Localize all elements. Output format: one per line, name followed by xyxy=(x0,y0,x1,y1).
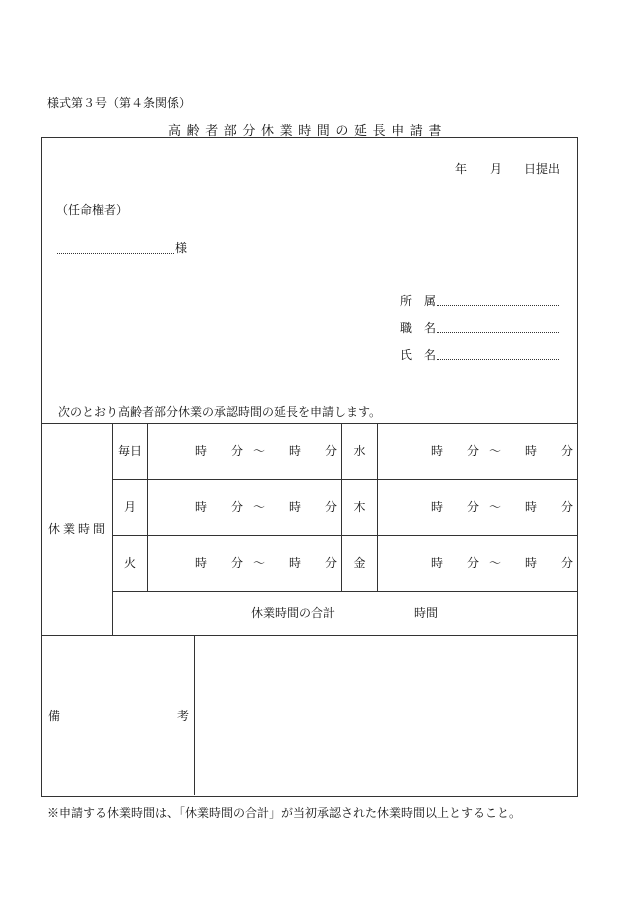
remarks-label-right: 考 xyxy=(177,709,190,723)
footnote: ※申請する休業時間は、「休業時間の合計」が当初承認された休業時間以上とすること。 xyxy=(47,806,522,820)
affiliation-label: 所 属 xyxy=(400,294,437,308)
name-label: 氏 名 xyxy=(400,348,437,362)
row1-right-tilde: 〜 xyxy=(489,444,502,458)
row1-left-tilde: 〜 xyxy=(253,444,266,458)
row3-left-tilde: 〜 xyxy=(253,556,266,570)
name-field[interactable] xyxy=(437,359,559,360)
row2-right-day: 木 xyxy=(353,500,366,514)
row2-right-start-minute: 分 xyxy=(467,500,480,514)
row1-left-start-hour: 時 xyxy=(195,444,208,458)
row2-right-tilde: 〜 xyxy=(489,500,502,514)
total-label: 休業時間の合計 xyxy=(251,606,336,620)
row1-right-end-minute: 分 xyxy=(561,444,574,458)
affiliation-field[interactable] xyxy=(437,305,559,306)
row1-left-start-minute: 分 xyxy=(231,444,244,458)
form-number: 様式第３号（第４条関係） xyxy=(47,96,192,110)
total-unit: 時間 xyxy=(414,606,439,620)
row1-right-end-hour: 時 xyxy=(525,444,538,458)
row1-left-end-hour: 時 xyxy=(289,444,302,458)
rule-v-day-left xyxy=(147,423,148,591)
position-field[interactable] xyxy=(437,332,559,333)
row1-right-day: 水 xyxy=(353,444,366,458)
date-year: 年 xyxy=(455,162,468,176)
row2-left-start-minute: 分 xyxy=(231,500,244,514)
row2-left-start-hour: 時 xyxy=(195,500,208,514)
row3-left-start-hour: 時 xyxy=(195,556,208,570)
document-title: 高齢者部分休業時間の延長申請書 xyxy=(168,124,448,139)
remarks-field[interactable] xyxy=(196,637,575,794)
row1-left-day: 毎日 xyxy=(117,444,142,458)
date-month: 月 xyxy=(490,162,503,176)
appointing-authority-field[interactable] xyxy=(57,253,174,254)
appointing-authority-label: （任命権者） xyxy=(56,203,129,217)
row1-left-end-minute: 分 xyxy=(325,444,338,458)
row1-right-start-hour: 時 xyxy=(431,444,444,458)
row2-left-tilde: 〜 xyxy=(253,500,266,514)
date-day-submitted: 日提出 xyxy=(524,162,561,176)
row3-left-day: 火 xyxy=(123,556,136,570)
position-label: 職 名 xyxy=(400,321,437,335)
request-sentence: 次のとおり高齢者部分休業の承認時間の延長を申請します。 xyxy=(58,405,382,419)
rule-v-day-right xyxy=(377,423,378,591)
row2-right-end-hour: 時 xyxy=(525,500,538,514)
row2-left-end-minute: 分 xyxy=(325,500,338,514)
row3-left-end-hour: 時 xyxy=(289,556,302,570)
row3-right-start-hour: 時 xyxy=(431,556,444,570)
row2-right-start-hour: 時 xyxy=(431,500,444,514)
row2-right-end-minute: 分 xyxy=(561,500,574,514)
rule-row-2 xyxy=(112,535,577,536)
row3-right-tilde: 〜 xyxy=(489,556,502,570)
addressee-honorific: 様 xyxy=(175,241,188,255)
rule-row-1 xyxy=(112,479,577,480)
rule-schedule-top xyxy=(41,423,577,424)
row2-left-end-hour: 時 xyxy=(289,500,302,514)
rule-v-remarks xyxy=(194,635,195,795)
row2-left-day: 月 xyxy=(123,500,136,514)
row3-right-start-minute: 分 xyxy=(467,556,480,570)
remarks-label-left: 備 xyxy=(48,709,61,723)
row3-right-end-minute: 分 xyxy=(561,556,574,570)
row3-left-start-minute: 分 xyxy=(231,556,244,570)
rule-row-3 xyxy=(112,591,577,592)
row3-left-end-minute: 分 xyxy=(325,556,338,570)
schedule-section-label: 休業時間 xyxy=(48,522,109,536)
rule-remarks-top xyxy=(41,635,577,636)
row3-right-day: 金 xyxy=(353,556,366,570)
row1-right-start-minute: 分 xyxy=(467,444,480,458)
row3-right-end-hour: 時 xyxy=(525,556,538,570)
